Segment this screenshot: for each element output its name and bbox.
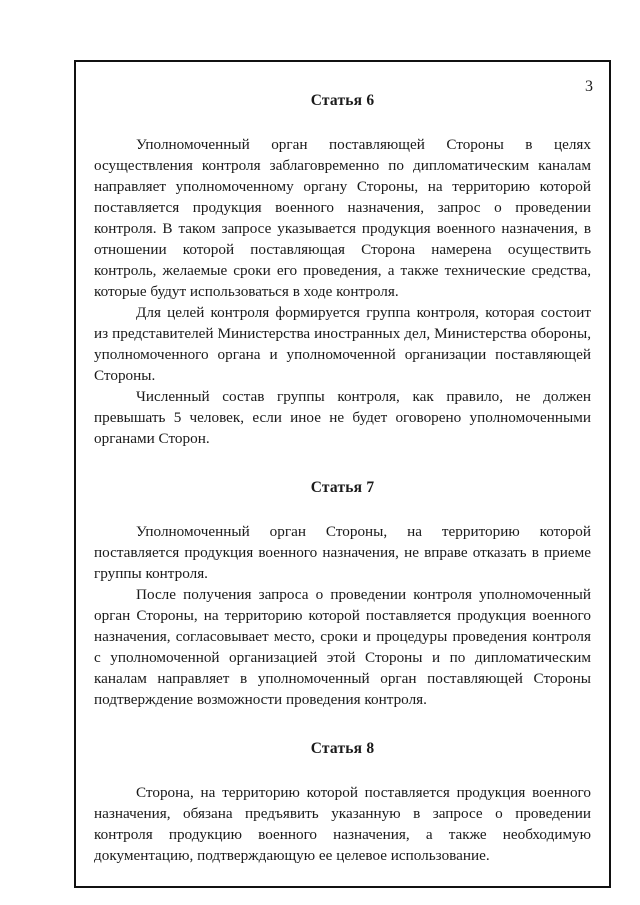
article-7 — [94, 479, 591, 710]
paragraph: После получения запроса о проведении контроля уполномоченный орган Стороны, на территорию которой поставляется продукция военного назначения, согласовывает место, сроки и процедуры проведения контроля с уполномоченной организацией этой Стороны и по дипломатическим каналам направляет в уполномоченный орган поставляющей Стороны подтверждение возможности проведения контроля. — [94, 586, 591, 708]
article-title: Статья 8 — [310, 740, 375, 757]
document-body — [94, 92, 591, 866]
article-6 — [94, 92, 591, 449]
article-8 — [94, 740, 591, 866]
page-number: 3 — [585, 78, 593, 95]
paragraph: Для целей контроля формируется группа контроля, которая состоит из представителей Министерства иностранных дел, Министерства обороны, уполномоченного органа и уполномоченной организации поставляющей Стороны. — [94, 304, 591, 384]
paragraph: Уполномоченный орган Стороны, на территорию которой поставляется продукция военного назначения, не вправе отказать в приеме группы контроля. — [94, 523, 591, 582]
paragraph: Уполномоченный орган поставляющей Стороны в целях осуществления контроля заблаговременно по дипломатическим каналам направляет уполномоченному органу Стороны, на территорию которой поставляется продукция военного назначения, запрос о проведении контроля. В таком запросе указывается продукция военного назначения, в отношении которой поставляющая Сторона намерена осуществить контроль, желаемые сроки его проведения, а также технические средства, которые будут использоваться в ходе контроля. — [94, 136, 591, 300]
article-title: Статья 7 — [310, 479, 375, 496]
document-frame — [74, 60, 611, 888]
article-title: Статья 6 — [310, 92, 375, 109]
paragraph: Численный состав группы контроля, как правило, не должен превышать 5 человек, если иное не будет оговорено уполномоченными органами Сторон. — [94, 388, 591, 447]
paragraph: Сторона, на территорию которой поставляется продукция военного назначения, обязана предъявить указанную в запросе о проведении контроля продукцию военного назначения, а также необходимую документацию, подтверждающую ее целевое использование. — [94, 784, 591, 864]
